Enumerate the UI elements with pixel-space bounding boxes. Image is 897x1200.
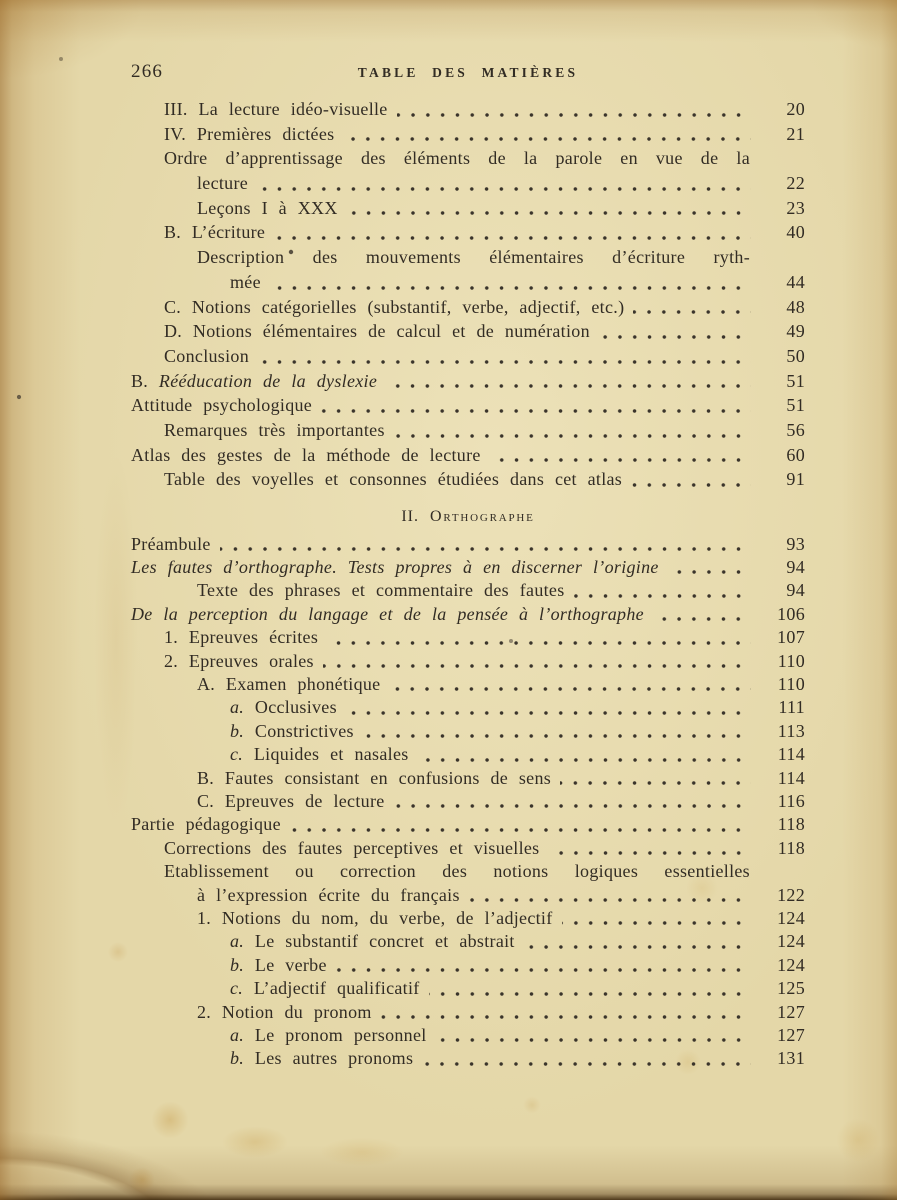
entry-page-number: 48 [786, 296, 805, 317]
entry-label: B. L’écriture [164, 222, 266, 243]
entry-page-number: 118 [777, 814, 805, 835]
entry-label: Description des mouvements élémentaires d’écriture ryth- [197, 247, 750, 268]
entry-label: Leçons I à XXX [197, 197, 338, 218]
toc-entry [131, 907, 805, 930]
toc-entry [131, 171, 805, 196]
toc-entry [131, 1024, 805, 1047]
entry-page-number: 110 [777, 650, 805, 671]
entry-label: Conclusion [164, 345, 250, 366]
entry-label: Liquides et nasales [253, 744, 409, 765]
entry-text [197, 884, 460, 907]
entry-letter: c. [230, 978, 254, 999]
entry-label: lecture [197, 173, 249, 194]
toc-entry [131, 1047, 805, 1070]
dot-leader [258, 344, 751, 369]
dot-leader [270, 270, 751, 295]
toc-entry [131, 743, 805, 766]
entry-text [164, 650, 314, 673]
dot-leader [394, 418, 751, 443]
toc-entry [131, 603, 805, 626]
dot-leader [290, 813, 751, 836]
page-header [131, 60, 805, 84]
entry-text [164, 146, 805, 171]
entry-label: IV. Premières dictées [164, 123, 335, 144]
entry-label: mée [230, 271, 261, 292]
dot-leader [220, 533, 751, 556]
entry-text [164, 220, 265, 245]
entry-page-number: 50 [786, 345, 805, 366]
dot-leader [274, 220, 751, 245]
toc-entry [131, 696, 805, 719]
entry-label: Attitude psychologique [131, 395, 313, 416]
entry-text [131, 369, 377, 394]
entry-text [164, 837, 540, 860]
dot-leader [562, 907, 751, 930]
entry-page-number: 114 [777, 767, 805, 788]
dot-leader [363, 720, 751, 743]
entry-page-number: 124 [777, 907, 805, 928]
entry-page-number: 118 [777, 837, 805, 858]
entry-text [197, 579, 565, 602]
entry-page-number: 51 [786, 370, 805, 391]
entry-text [197, 1001, 372, 1024]
dot-leader [436, 1024, 751, 1047]
entry-letter: a. [230, 1024, 255, 1045]
entry-page-number: 44 [786, 271, 805, 292]
entry-label: III. La lecture idéo-visuelle [164, 99, 388, 119]
entry-text [230, 1024, 427, 1047]
dot-leader [418, 743, 751, 766]
entry-label: Rééducation de la dyslexie [158, 370, 378, 391]
toc-entry [131, 954, 805, 977]
entry-label: D. Notions élémentaires de calcul et de numération [164, 321, 590, 342]
entry-text [164, 467, 622, 492]
entry-page-number: 116 [777, 790, 805, 811]
entry-label: Occlusives [254, 697, 337, 718]
entry-text [230, 696, 337, 719]
entry-page-number: 49 [786, 321, 805, 342]
dot-leader [633, 295, 751, 320]
entry-page-number: 60 [786, 444, 805, 465]
toc-entry [131, 418, 805, 443]
entry-letter: c. [230, 744, 254, 765]
dot-leader [321, 393, 751, 418]
entry-label: L’adjectif qualificatif [253, 978, 420, 999]
toc-entry [131, 196, 805, 221]
toc-entry [131, 837, 805, 860]
toc-entry [131, 673, 805, 696]
dot-leader [429, 977, 751, 1000]
dot-leader [574, 579, 751, 602]
entry-page-number: 20 [786, 99, 805, 119]
toc-entry [131, 884, 805, 907]
entry-page-number: 91 [786, 469, 805, 490]
entry-text [164, 319, 590, 344]
dot-leader [327, 626, 751, 649]
entry-text [131, 813, 281, 836]
entry-text [230, 930, 515, 953]
section-numeral: II. [401, 508, 430, 525]
entry-page-number: 122 [777, 884, 805, 905]
entry-text [197, 171, 248, 196]
entry-text [164, 295, 624, 320]
toc-entry [131, 720, 805, 743]
table-of-contents [131, 97, 805, 1071]
entry-text [197, 245, 805, 270]
entry-text [230, 720, 354, 743]
entry-label: 1. Notions du nom, du verbe, de l’adjectif [197, 907, 553, 928]
entry-page-number: 23 [786, 197, 805, 218]
entry-letter: b. [230, 1048, 255, 1069]
dot-leader [653, 603, 751, 626]
dot-leader [347, 196, 751, 221]
page-title: TABLE DES MATIÈRES [357, 65, 579, 80]
toc-entry [131, 319, 805, 344]
entry-page-number: 94 [786, 557, 805, 578]
section-heading [131, 505, 805, 530]
entry-text [230, 977, 420, 1000]
entry-label: B. Fautes consistant en confusions de sens [197, 767, 552, 788]
entry-label: 1. Epreuves écrites [164, 627, 319, 648]
entry-text [197, 767, 551, 790]
entry-letter: b. [230, 954, 255, 975]
dot-leader [394, 790, 751, 813]
entry-label: De la perception du langage et de la pensée à l’orthographe [131, 603, 644, 624]
entry-text [230, 270, 261, 295]
entry-text [131, 443, 481, 468]
toc-entry [131, 556, 805, 579]
entry-label: Ordre d’apprentissage des éléments de la parole en vue de la [164, 148, 750, 169]
entry-page-number: 111 [778, 697, 805, 718]
entry-text [197, 196, 338, 221]
entry-page-number: 114 [777, 744, 805, 765]
dot-leader [389, 673, 751, 696]
entry-page-number: 113 [777, 720, 805, 741]
entry-text [230, 743, 409, 766]
entry-text [197, 907, 553, 930]
toc-entry [131, 860, 805, 883]
toc-entry [131, 122, 805, 147]
dot-leader [336, 954, 751, 977]
entry-text [197, 673, 380, 696]
entry-text [164, 626, 318, 649]
dot-leader [560, 767, 751, 790]
entry-text [131, 603, 644, 626]
toc-entry [131, 295, 805, 320]
entry-label: Les autres pronoms [254, 1048, 414, 1069]
toc-entry [131, 813, 805, 836]
entry-page-number: 106 [777, 603, 805, 624]
dot-leader [422, 1047, 751, 1070]
dot-leader [346, 696, 751, 719]
dot-leader [397, 97, 751, 122]
toc-entry [131, 220, 805, 245]
toc-entry [131, 930, 805, 953]
entry-page-number: 127 [777, 1024, 805, 1045]
entry-prefix: B. [131, 370, 159, 391]
toc-entry [131, 650, 805, 673]
entry-label: Atlas des gestes de la méthode de lecture [131, 444, 481, 465]
entry-page-number: 127 [777, 1001, 805, 1022]
entry-page-number: 107 [777, 627, 805, 648]
dot-leader [343, 122, 751, 147]
entry-page-number: 51 [786, 395, 805, 416]
entry-text [164, 418, 385, 443]
entry-text [164, 344, 249, 369]
entry-label: 2. Epreuves orales [164, 650, 314, 671]
entry-text [164, 97, 388, 122]
entry-label: C. Notions catégorielles (substantif, verbe, adjectif, etc.) [164, 296, 625, 317]
toc-entry [131, 790, 805, 813]
entry-label: Constrictives [254, 720, 354, 741]
entry-label: à l’expression écrite du français [197, 884, 460, 905]
section-title: Orthographe [430, 508, 535, 525]
entry-label: A. Examen phonétique [197, 674, 381, 695]
entry-text [164, 122, 334, 147]
toc-entry [131, 97, 805, 122]
toc-entry [131, 626, 805, 649]
entry-label: Partie pédagogique [131, 814, 281, 835]
toc-entry [131, 1001, 805, 1024]
toc-entry [131, 369, 805, 394]
toc-entry [131, 344, 805, 369]
dot-leader [381, 1001, 751, 1024]
toc-entry [131, 270, 805, 295]
page-number: 266 [131, 61, 164, 82]
dot-leader [386, 369, 751, 394]
entry-label: Texte des phrases et commentaire des fautes [197, 580, 565, 601]
entry-letter: a. [230, 697, 255, 718]
entry-page-number: 110 [777, 674, 805, 695]
entry-label: C. Epreuves de lecture [197, 790, 385, 811]
ink-specks [0, 0, 2, 2]
toc-entry [131, 443, 805, 468]
entry-text [164, 860, 805, 883]
entry-label: Remarques très importantes [164, 419, 385, 440]
entry-page-number: 124 [777, 954, 805, 975]
entry-label: Etablissement ou correction des notions logiques essentielles [164, 861, 750, 882]
toc-entry [131, 467, 805, 492]
entry-page-number: 125 [777, 978, 805, 999]
dot-leader [469, 884, 751, 907]
entry-text [131, 393, 312, 418]
entry-label: Préambule [131, 533, 211, 554]
entry-label: Les fautes d’orthographe. Tests propres à en discerner l’origine [131, 557, 659, 578]
entry-text [131, 556, 659, 579]
entry-letter: b. [230, 720, 255, 741]
entry-page-number: 56 [786, 419, 805, 440]
entry-text [131, 533, 211, 556]
entry-letter: a. [230, 931, 255, 952]
entry-page-number: 22 [786, 173, 805, 194]
entry-label: Le pronom personnel [254, 1024, 427, 1045]
toc-entry [131, 533, 805, 556]
entry-label: Table des voyelles et consonnes étudiées dans cet atlas [164, 469, 623, 490]
dot-leader [631, 467, 751, 492]
dot-leader [668, 556, 751, 579]
entry-page-number: 40 [786, 222, 805, 243]
dot-leader [323, 650, 751, 673]
toc-entry [131, 977, 805, 1000]
dot-leader [599, 319, 751, 344]
dot-leader [257, 171, 751, 196]
toc-entry [131, 245, 805, 270]
entry-page-number: 94 [786, 580, 805, 601]
dot-leader [490, 443, 751, 468]
entry-page-number: 131 [777, 1048, 805, 1069]
toc-entry [131, 146, 805, 171]
toc-entry [131, 767, 805, 790]
toc-entry [131, 393, 805, 418]
entry-text [230, 1047, 413, 1070]
entry-page-number: 21 [786, 123, 805, 144]
entry-text [197, 790, 385, 813]
entry-label: Le verbe [254, 954, 327, 975]
entry-label: 2. Notion du pronom [197, 1001, 372, 1022]
entry-page-number: 93 [786, 533, 805, 554]
entry-page-number: 124 [777, 931, 805, 952]
entry-label: Le substantif concret et abstrait [254, 931, 515, 952]
dot-leader [549, 837, 752, 860]
entry-text [230, 954, 327, 977]
toc-entry [131, 579, 805, 602]
dot-leader [524, 930, 751, 953]
entry-label: Corrections des fautes perceptives et visuelles [164, 837, 540, 858]
